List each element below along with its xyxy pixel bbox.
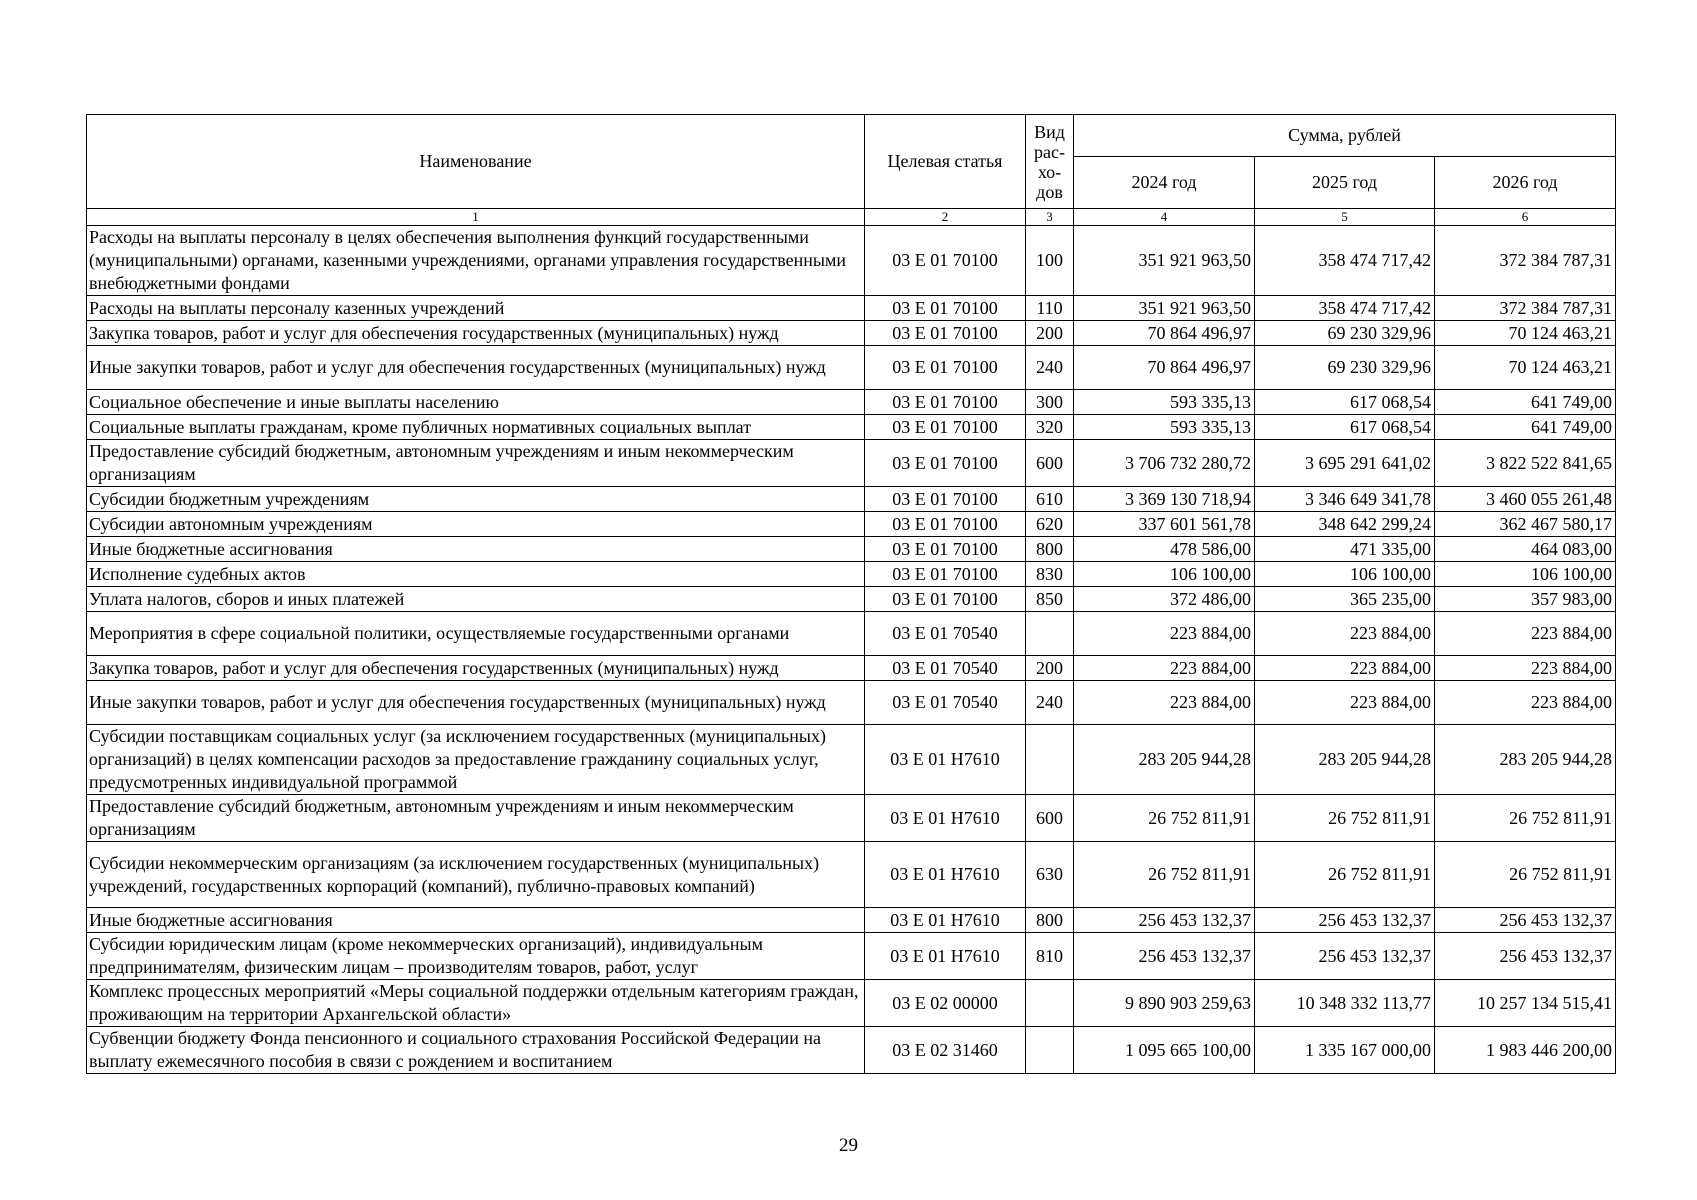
row-sum-2026: 223 884,00 <box>1435 612 1616 656</box>
row-sum-2024: 106 100,00 <box>1074 562 1255 587</box>
row-sum-2024: 26 752 811,91 <box>1074 842 1255 908</box>
row-sum-2024: 283 205 944,28 <box>1074 725 1255 795</box>
table-row <box>87 612 1616 656</box>
row-expense-kind: 800 <box>1026 908 1074 933</box>
row-sum-2024: 337 601 561,78 <box>1074 512 1255 537</box>
row-expense-kind: 630 <box>1026 842 1074 908</box>
column-number: 3 <box>1026 209 1074 226</box>
header-name: Наименование <box>87 115 865 209</box>
table-row <box>87 587 1616 612</box>
row-sum-2026: 223 884,00 <box>1435 656 1616 681</box>
row-expense-kind: 240 <box>1026 681 1074 725</box>
row-target-code: 03 Е 01 70100 <box>865 487 1026 512</box>
row-sum-2026: 26 752 811,91 <box>1435 795 1616 842</box>
row-sum-2025: 471 335,00 <box>1255 537 1435 562</box>
row-sum-2025: 10 348 332 113,77 <box>1255 980 1435 1027</box>
row-target-code: 03 Е 02 00000 <box>865 980 1026 1027</box>
row-expense-kind: 620 <box>1026 512 1074 537</box>
row-sum-2024: 256 453 132,37 <box>1074 933 1255 980</box>
row-expense-kind: 800 <box>1026 537 1074 562</box>
row-target-code: 03 Е 01 70100 <box>865 562 1026 587</box>
row-sum-2026: 357 983,00 <box>1435 587 1616 612</box>
row-sum-2024: 593 335,13 <box>1074 390 1255 415</box>
row-name: Комплекс процессных мероприятий «Меры социальной поддержки отдельным категориям граждан, проживающим на территории Архангельской области» <box>87 980 865 1027</box>
table-row <box>87 487 1616 512</box>
row-sum-2026: 10 257 134 515,41 <box>1435 980 1616 1027</box>
row-sum-2025: 223 884,00 <box>1255 681 1435 725</box>
row-sum-2026: 464 083,00 <box>1435 537 1616 562</box>
row-expense-kind: 600 <box>1026 795 1074 842</box>
row-expense-kind: 830 <box>1026 562 1074 587</box>
row-sum-2024: 223 884,00 <box>1074 612 1255 656</box>
row-sum-2026: 362 467 580,17 <box>1435 512 1616 537</box>
row-sum-2024: 26 752 811,91 <box>1074 795 1255 842</box>
row-sum-2025: 256 453 132,37 <box>1255 908 1435 933</box>
row-sum-2026: 223 884,00 <box>1435 681 1616 725</box>
header-year-2026: 2026 год <box>1435 157 1616 209</box>
header-year-2024: 2024 год <box>1074 157 1255 209</box>
row-sum-2025: 617 068,54 <box>1255 390 1435 415</box>
row-sum-2025: 26 752 811,91 <box>1255 795 1435 842</box>
row-target-code: 03 Е 01 Н7610 <box>865 908 1026 933</box>
row-expense-kind: 100 <box>1026 226 1074 296</box>
table-body <box>87 226 1616 1074</box>
column-number: 5 <box>1255 209 1435 226</box>
column-number: 4 <box>1074 209 1255 226</box>
header-year-2025: 2025 год <box>1255 157 1435 209</box>
row-name: Уплата налогов, сборов и иных платежей <box>87 587 865 612</box>
table-row <box>87 415 1616 440</box>
row-sum-2024: 593 335,13 <box>1074 415 1255 440</box>
row-expense-kind: 810 <box>1026 933 1074 980</box>
row-sum-2024: 372 486,00 <box>1074 587 1255 612</box>
row-name: Иные закупки товаров, работ и услуг для обеспечения государственных (муниципальных) нужд <box>87 346 865 390</box>
row-expense-kind: 320 <box>1026 415 1074 440</box>
row-sum-2024: 3 369 130 718,94 <box>1074 487 1255 512</box>
row-sum-2024: 70 864 496,97 <box>1074 346 1255 390</box>
row-expense-kind <box>1026 725 1074 795</box>
row-sum-2025: 256 453 132,37 <box>1255 933 1435 980</box>
row-name: Закупка товаров, работ и услуг для обеспечения государственных (муниципальных) нужд <box>87 656 865 681</box>
row-name: Субсидии автономным учреждениям <box>87 512 865 537</box>
row-sum-2026: 1 983 446 200,00 <box>1435 1027 1616 1074</box>
row-expense-kind: 300 <box>1026 390 1074 415</box>
column-number: 6 <box>1435 209 1616 226</box>
table-row <box>87 725 1616 795</box>
row-name: Иные закупки товаров, работ и услуг для обеспечения государственных (муниципальных) нужд <box>87 681 865 725</box>
table-row <box>87 346 1616 390</box>
row-sum-2025: 365 235,00 <box>1255 587 1435 612</box>
row-sum-2025: 223 884,00 <box>1255 612 1435 656</box>
row-name: Субсидии поставщикам социальных услуг (за исключением государственных (муниципальных) организаций) в целях компенсации расходов за предоставление гражданину социальных услуг, предусмотренных индивидуальной программой <box>87 725 865 795</box>
table-row <box>87 933 1616 980</box>
row-name: Исполнение судебных актов <box>87 562 865 587</box>
row-sum-2026: 641 749,00 <box>1435 415 1616 440</box>
row-sum-2025: 3 346 649 341,78 <box>1255 487 1435 512</box>
row-sum-2024: 223 884,00 <box>1074 656 1255 681</box>
budget-table <box>86 114 1616 1074</box>
table-row <box>87 842 1616 908</box>
row-target-code: 03 Е 01 70100 <box>865 587 1026 612</box>
row-name: Предоставление субсидий бюджетным, автономным учреждениям и иным некоммерческим организациям <box>87 795 865 842</box>
row-sum-2024: 9 890 903 259,63 <box>1074 980 1255 1027</box>
row-name: Закупка товаров, работ и услуг для обеспечения государственных (муниципальных) нужд <box>87 321 865 346</box>
column-number: 1 <box>87 209 865 226</box>
row-expense-kind: 850 <box>1026 587 1074 612</box>
row-sum-2024: 351 921 963,50 <box>1074 226 1255 296</box>
row-target-code: 03 Е 02 31460 <box>865 1027 1026 1074</box>
table-row <box>87 512 1616 537</box>
table-row <box>87 390 1616 415</box>
row-sum-2024: 1 095 665 100,00 <box>1074 1027 1255 1074</box>
row-sum-2026: 256 453 132,37 <box>1435 908 1616 933</box>
row-sum-2026: 372 384 787,31 <box>1435 226 1616 296</box>
row-sum-2025: 617 068,54 <box>1255 415 1435 440</box>
row-sum-2024: 256 453 132,37 <box>1074 908 1255 933</box>
row-name: Субсидии бюджетным учреждениям <box>87 487 865 512</box>
row-name: Предоставление субсидий бюджетным, автономным учреждениям и иным некоммерческим организациям <box>87 440 865 487</box>
row-sum-2024: 70 864 496,97 <box>1074 321 1255 346</box>
row-sum-2026: 641 749,00 <box>1435 390 1616 415</box>
row-target-code: 03 Е 01 70100 <box>865 512 1026 537</box>
column-numbers-row <box>87 209 1616 226</box>
row-sum-2026: 70 124 463,21 <box>1435 321 1616 346</box>
row-sum-2026: 26 752 811,91 <box>1435 842 1616 908</box>
row-target-code: 03 Е 01 70100 <box>865 346 1026 390</box>
row-sum-2024: 351 921 963,50 <box>1074 296 1255 321</box>
row-name: Иные бюджетные ассигнования <box>87 537 865 562</box>
header-target-article: Целевая статья <box>865 115 1026 209</box>
table-row <box>87 440 1616 487</box>
row-sum-2026: 372 384 787,31 <box>1435 296 1616 321</box>
row-target-code: 03 Е 01 Н7610 <box>865 933 1026 980</box>
row-sum-2026: 3 822 522 841,65 <box>1435 440 1616 487</box>
row-target-code: 03 Е 01 70100 <box>865 440 1026 487</box>
row-sum-2024: 3 706 732 280,72 <box>1074 440 1255 487</box>
table-row <box>87 908 1616 933</box>
row-sum-2025: 283 205 944,28 <box>1255 725 1435 795</box>
table-row <box>87 296 1616 321</box>
row-name: Иные бюджетные ассигнования <box>87 908 865 933</box>
row-sum-2025: 3 695 291 641,02 <box>1255 440 1435 487</box>
table-row <box>87 795 1616 842</box>
table-row <box>87 681 1616 725</box>
table-row <box>87 1027 1616 1074</box>
row-sum-2025: 358 474 717,42 <box>1255 226 1435 296</box>
row-target-code: 03 Е 01 70100 <box>865 537 1026 562</box>
row-sum-2025: 1 335 167 000,00 <box>1255 1027 1435 1074</box>
row-name: Субсидии юридическим лицам (кроме некоммерческих организаций), индивидуальным предпринимателям, физическим лицам – производителям товаров, работ, услуг <box>87 933 865 980</box>
row-name: Субвенции бюджету Фонда пенсионного и социального страхования Российской Федерации на выплату ежемесячного пособия в связи с рождением и воспитанием <box>87 1027 865 1074</box>
table-row <box>87 537 1616 562</box>
row-sum-2024: 478 586,00 <box>1074 537 1255 562</box>
row-expense-kind: 600 <box>1026 440 1074 487</box>
table-row <box>87 562 1616 587</box>
row-expense-kind <box>1026 980 1074 1027</box>
table-row <box>87 321 1616 346</box>
row-target-code: 03 Е 01 70100 <box>865 415 1026 440</box>
row-sum-2025: 223 884,00 <box>1255 656 1435 681</box>
row-sum-2025: 358 474 717,42 <box>1255 296 1435 321</box>
row-expense-kind: 200 <box>1026 656 1074 681</box>
row-target-code: 03 Е 01 70100 <box>865 296 1026 321</box>
row-sum-2026: 256 453 132,37 <box>1435 933 1616 980</box>
row-sum-2026: 3 460 055 261,48 <box>1435 487 1616 512</box>
row-target-code: 03 Е 01 Н7610 <box>865 795 1026 842</box>
row-sum-2026: 106 100,00 <box>1435 562 1616 587</box>
row-name: Социальные выплаты гражданам, кроме публичных нормативных социальных выплат <box>87 415 865 440</box>
row-expense-kind <box>1026 1027 1074 1074</box>
row-target-code: 03 Е 01 70540 <box>865 656 1026 681</box>
row-expense-kind: 110 <box>1026 296 1074 321</box>
row-sum-2025: 106 100,00 <box>1255 562 1435 587</box>
row-sum-2026: 70 124 463,21 <box>1435 346 1616 390</box>
row-name: Расходы на выплаты персоналу казенных учреждений <box>87 296 865 321</box>
row-expense-kind: 610 <box>1026 487 1074 512</box>
row-expense-kind: 240 <box>1026 346 1074 390</box>
row-target-code: 03 Е 01 70100 <box>865 390 1026 415</box>
row-sum-2026: 283 205 944,28 <box>1435 725 1616 795</box>
table-row <box>87 226 1616 296</box>
row-name: Мероприятия в сфере социальной политики, осуществляемые государственными органами <box>87 612 865 656</box>
row-sum-2025: 348 642 299,24 <box>1255 512 1435 537</box>
row-target-code: 03 Е 01 70540 <box>865 612 1026 656</box>
row-name: Субсидии некоммерческим организациям (за исключением государственных (муниципальных) учреждений, государственных корпораций (компаний), публично-правовых компаний) <box>87 842 865 908</box>
row-expense-kind: 200 <box>1026 321 1074 346</box>
table-row <box>87 980 1616 1027</box>
row-target-code: 03 Е 01 70100 <box>865 226 1026 296</box>
table-row <box>87 656 1616 681</box>
row-sum-2025: 26 752 811,91 <box>1255 842 1435 908</box>
header-sum: Сумма, рублей <box>1074 115 1616 157</box>
row-target-code: 03 Е 01 Н7610 <box>865 725 1026 795</box>
row-target-code: 03 Е 01 70100 <box>865 321 1026 346</box>
header-expense-kind: Вид рас-хо-дов <box>1026 115 1074 209</box>
row-target-code: 03 Е 01 Н7610 <box>865 842 1026 908</box>
row-name: Расходы на выплаты персоналу в целях обеспечения выполнения функций государственными (муниципальными) органами, казенными учреждениями, органами управления государственными внебюджетными фондами <box>87 226 865 296</box>
row-sum-2025: 69 230 329,96 <box>1255 321 1435 346</box>
row-sum-2024: 223 884,00 <box>1074 681 1255 725</box>
column-number: 2 <box>865 209 1026 226</box>
row-name: Социальное обеспечение и иные выплаты населению <box>87 390 865 415</box>
row-target-code: 03 Е 01 70540 <box>865 681 1026 725</box>
row-sum-2025: 69 230 329,96 <box>1255 346 1435 390</box>
table-header <box>87 115 1616 226</box>
row-expense-kind <box>1026 612 1074 656</box>
page-number: 29 <box>839 1135 858 1156</box>
